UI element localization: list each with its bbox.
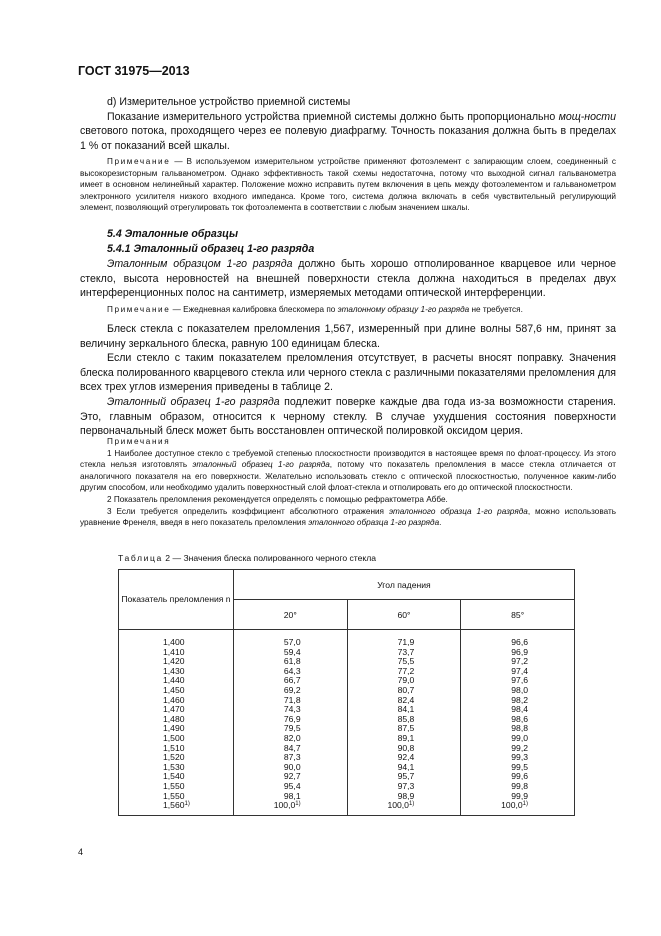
table-cell: 1,540 bbox=[119, 772, 234, 782]
table-cell: 98,8 bbox=[461, 724, 575, 734]
table-cell: 82,0 bbox=[233, 734, 347, 744]
table-cell: 99,0 bbox=[461, 734, 575, 744]
table-cell: 96,6 bbox=[461, 630, 575, 648]
note-item-1: 1 Наиболее доступное стекло с требуемой степенью плоскостности производится в настоящее время по флоат-процессу. Из этого стекла нельзя изготовлять эталонный образец 1-го разряда, потому что показатель преломления в массе стекла отличается от аналогичного показателя на его поверхности. Желательно использовать стекло с оптической плоскостностью, полученное каким-либо другим способом, или необходимо удалить поверхностный слой флоат-стекла и отполировать его до оптической плоскостности. bbox=[80, 448, 617, 493]
table-cell: 1,520 bbox=[119, 753, 234, 763]
table-cell: 71,8 bbox=[233, 696, 347, 706]
table-cell: 97,6 bbox=[461, 676, 575, 686]
table-cell: 98,0 bbox=[461, 686, 575, 696]
table-cell: 1,480 bbox=[119, 715, 234, 725]
note-2: Примечание — Ежедневная калибровка блескомера по эталонному образцу 1-го разряда не требуется. bbox=[107, 305, 523, 314]
table-cell: 97,3 bbox=[347, 782, 461, 792]
table-row bbox=[119, 801, 575, 815]
table-cell: 87,5 bbox=[347, 724, 461, 734]
page-number: 4 bbox=[78, 847, 84, 857]
table-cell: 57,0 bbox=[233, 630, 347, 648]
table-cell: 84,7 bbox=[233, 744, 347, 754]
table-row bbox=[119, 696, 575, 706]
table-row bbox=[119, 686, 575, 696]
notes-label: Примечания bbox=[107, 437, 171, 446]
table-cell: 99,6 bbox=[461, 772, 575, 782]
table-cell: 1,550 bbox=[119, 792, 234, 802]
table-cell: 82,4 bbox=[347, 696, 461, 706]
table-cell: 87,3 bbox=[233, 753, 347, 763]
table-row bbox=[119, 724, 575, 734]
column-header-angle: 20° bbox=[233, 600, 347, 630]
table-cell: 90,0 bbox=[233, 763, 347, 773]
table-cell: 99,9 bbox=[461, 792, 575, 802]
table-cell: 1,530 bbox=[119, 763, 234, 773]
section-5-4-1-heading: 5.4.1 Эталонный образец 1-го разряда bbox=[107, 243, 315, 255]
note-item-3: 3 Если требуется определить коэффициент абсолютного отражения эталонного образца 1-го разряда, можно использовать уравнение Френеля, введя в него показатель преломления эталонного образца 1-го разряда. bbox=[80, 506, 616, 528]
item-d-heading: d) Измерительное устройство приемной системы bbox=[107, 96, 351, 108]
paragraph-gloss: Блеск стекла с показателем преломления 1,567, измеренный при длине волны 587,6 нм, принят за величину зеркального блеска, равную 100 единицам блеска. bbox=[80, 323, 616, 350]
table-cell: 79,5 bbox=[233, 724, 347, 734]
table-row bbox=[119, 657, 575, 667]
table-caption: Таблица 2 — Значения блеска полированного черного стекла bbox=[118, 553, 377, 563]
table-cell: 85,8 bbox=[347, 715, 461, 725]
table-cell: 95,7 bbox=[347, 772, 461, 782]
table-cell: 98,2 bbox=[461, 696, 575, 706]
section-gloss bbox=[80, 322, 616, 439]
section-d bbox=[80, 95, 616, 153]
paragraph-d: Показание измерительного устройства приемной системы должно быть пропорционально мощ-ности светового потока, проходящего через ее полевую диафрагму. Точность показания должна быть в пределах 1 % от показаний всей шкалы. bbox=[80, 110, 616, 152]
table-row bbox=[119, 744, 575, 754]
column-header-angle: 60° bbox=[347, 600, 461, 630]
table-cell: 1,420 bbox=[119, 657, 234, 667]
table-cell: 1,500 bbox=[119, 734, 234, 744]
table-cell: 79,0 bbox=[347, 676, 461, 686]
note-label: Примечание bbox=[107, 305, 171, 314]
table-cell: 98,9 bbox=[347, 792, 461, 802]
footnote-mark: 1) bbox=[184, 801, 190, 808]
table-cell: 97,2 bbox=[461, 657, 575, 667]
table-cell: 1,560$^{1)}$ bbox=[119, 801, 234, 815]
table-row bbox=[119, 648, 575, 658]
footnote-mark: 1) bbox=[295, 801, 301, 808]
table-cell: 80,7 bbox=[347, 686, 461, 696]
table-cell: 76,9 bbox=[233, 715, 347, 725]
note-label: Примечание bbox=[107, 157, 171, 166]
table-cell: 99,3 bbox=[461, 753, 575, 763]
note-item-2: 2 Показатель преломления рекомендуется определять с помощью рефрактометра Аббе. bbox=[107, 494, 448, 504]
table-cell: 74,3 bbox=[233, 705, 347, 715]
table-row bbox=[119, 676, 575, 686]
table-row bbox=[119, 734, 575, 744]
table-cell: 64,3 bbox=[233, 667, 347, 677]
table-cell: 61,8 bbox=[233, 657, 347, 667]
table-cell: 1,510 bbox=[119, 744, 234, 754]
table-cell: 1,460 bbox=[119, 696, 234, 706]
table-cell: 59,4 bbox=[233, 648, 347, 658]
table-cell: 66,7 bbox=[233, 676, 347, 686]
table-cell: 69,2 bbox=[233, 686, 347, 696]
paragraph-correction: Если стекло с таким показателем преломления отсутствует, в расчеты вносят поправку. Значения блеска полированного кварцевого стекла или черного стекла с различными показателями преломления для всех трех углов измерения приведены в таблице 2. bbox=[80, 352, 616, 394]
section-5-4-heading: 5.4 Эталонные образцы bbox=[107, 228, 239, 240]
table-cell: 96,9 bbox=[461, 648, 575, 658]
table-cell: 99,2 bbox=[461, 744, 575, 754]
table-cell: 89,1 bbox=[347, 734, 461, 744]
table-cell: 1,450 bbox=[119, 686, 234, 696]
table-row bbox=[119, 715, 575, 725]
notes-block bbox=[80, 436, 616, 529]
table-cell: 98,1 bbox=[233, 792, 347, 802]
table-row bbox=[119, 782, 575, 792]
paragraph-verification: Эталонный образец 1-го разряда подлежит поверке каждые два года из-за возможности старения. Это, главным образом, относится к черному стеклу. В случае ухудшения состояния поверхности первоначальный блеск может быть восстановлен оптической полировкой оксидом церия. bbox=[80, 395, 616, 438]
table-cell: 97,4 bbox=[461, 667, 575, 677]
table-cell: 84,1 bbox=[347, 705, 461, 715]
table-cell: 71,9 bbox=[347, 630, 461, 648]
table-cell: 1,440 bbox=[119, 676, 234, 686]
table-row bbox=[119, 763, 575, 773]
table-row bbox=[119, 630, 575, 648]
table-cell: 1,400 bbox=[119, 630, 234, 648]
table-row bbox=[119, 667, 575, 677]
note-text: — В используемом измерительном устройстве применяют фотоэлемент с запирающим слоем, соединенный с высокорезисторным гальванометром. Однако эффективность такой схемы недостаточна, потому что выходной сигнал гальванометра имеет в основном нелинейный характер. Положение можно исправить путем включения в цепь между фотоэлементом и гальванометром электронного усилителя низкого входного импеданса. Кроме того, система должна включать в себя чувствительный регулирующий элемент, позволяющий отрегулировать ток фотоэлемента в соответствии с любым значением шкалы. bbox=[80, 157, 616, 213]
table-cell: 1,470 bbox=[119, 705, 234, 715]
table-cell: 95,4 bbox=[233, 782, 347, 792]
footnote-mark: 1) bbox=[522, 801, 528, 808]
table-cell: 100,0$^{1)}$ bbox=[347, 801, 461, 815]
table-cell: 94,1 bbox=[347, 763, 461, 773]
table-cell: 100,0$^{1)}$ bbox=[233, 801, 347, 815]
table-cell: 73,7 bbox=[347, 648, 461, 658]
note-1 bbox=[80, 156, 616, 214]
table-row bbox=[119, 753, 575, 763]
section-5-4 bbox=[80, 227, 616, 301]
table-cell: 98,4 bbox=[461, 705, 575, 715]
table-cell: 75,5 bbox=[347, 657, 461, 667]
table-cell: 99,5 bbox=[461, 763, 575, 773]
table-cell: 1,410 bbox=[119, 648, 234, 658]
column-header-refractive-index: Показатель преломления n bbox=[119, 570, 234, 630]
table-cell: 1,550 bbox=[119, 782, 234, 792]
gloss-table bbox=[118, 569, 575, 816]
table-cell: 92,7 bbox=[233, 772, 347, 782]
table-cell: 1,430 bbox=[119, 667, 234, 677]
table-cell: 77,2 bbox=[347, 667, 461, 677]
table-cell: 99,8 bbox=[461, 782, 575, 792]
table-cell: 100,0$^{1)}$ bbox=[461, 801, 575, 815]
table-cell: 98,6 bbox=[461, 715, 575, 725]
table-row bbox=[119, 705, 575, 715]
table-cell: 92,4 bbox=[347, 753, 461, 763]
table-cell: 90,8 bbox=[347, 744, 461, 754]
paragraph-5-4-1: Эталонным образцом 1-го разряда должно быть хорошо отполированное кварцевое или черное стекло, высота неровностей на внешней поверхности стекла должна находиться в пределах двух интерференционных полос на сантиметр, измеряемых методами оптической интерференции. bbox=[80, 258, 616, 300]
document-header: ГОСТ 31975—2013 bbox=[78, 64, 190, 78]
column-header-angle: 85° bbox=[461, 600, 575, 630]
group-header-angle: Угол падения bbox=[233, 570, 574, 600]
table-cell: 1,490 bbox=[119, 724, 234, 734]
table-row bbox=[119, 772, 575, 782]
footnote-mark: 1) bbox=[408, 801, 415, 808]
